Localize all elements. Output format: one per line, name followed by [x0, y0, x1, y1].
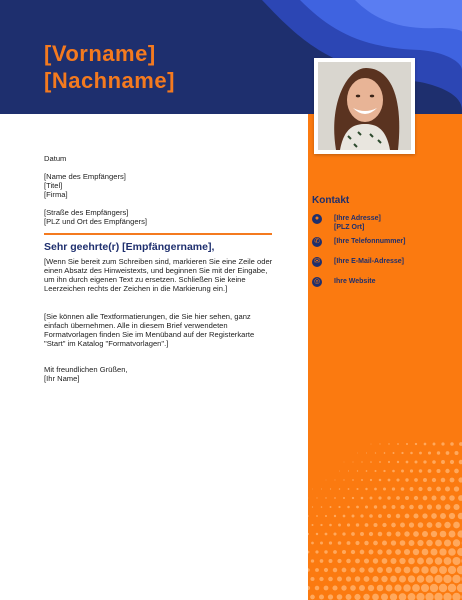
website-text: Ihre Website	[334, 278, 376, 285]
closing: Mit freundlichen Grüßen, [Ihr Name]	[44, 365, 128, 383]
email-text: [Ihre E-Mail-Adresse]	[334, 258, 405, 265]
phone-icon: ✆	[312, 237, 322, 247]
recipient-block: [Name des Empfängers] [Titel] [Firma]	[44, 172, 126, 199]
profile-photo	[314, 58, 415, 154]
divider-line	[44, 233, 272, 235]
applicant-name	[44, 40, 175, 94]
contact-item-phone	[312, 237, 405, 247]
address-text: [Ihre Adresse] [PLZ Ort]	[334, 215, 381, 231]
body-paragraph-2: [Sie können alle Textformatierungen, die Sie hier sehen, ganz einfach übernehmen. Alle in diesem Brief verwendeten Formatvorlagen finden Sie im Menüband auf der Registerkarte "Start" im Katalog "Formatvorlagen".]	[44, 312, 255, 348]
recipient-address: [Straße des Empfängers] [PLZ und Ort des Empfängers]	[44, 208, 147, 226]
contact-item-website	[312, 277, 376, 287]
contact-sidebar	[308, 114, 462, 600]
contact-item-email	[312, 257, 404, 267]
first-name: [Vorname]	[44, 41, 156, 66]
contact-heading: Kontakt	[312, 195, 350, 206]
phone-text: [Ihre Telefonnummer]	[334, 238, 406, 245]
globe-icon: ◎	[313, 278, 321, 285]
last-name: [Nachname]	[44, 68, 175, 93]
salutation: Sehr geehrte(r) [Empfängername],	[44, 241, 215, 253]
contact-item-address	[312, 214, 381, 232]
location-pin-icon: ●	[312, 214, 322, 224]
email-icon: ✉	[312, 257, 322, 267]
dot-pattern-decoration	[308, 114, 462, 600]
letter-date: Datum	[44, 154, 67, 163]
body-paragraph-1: [Wenn Sie bereit zum Schreiben sind, markieren Sie eine Zeile oder einen Absatz des Hinweistexts, und beginnen Sie mit der Eingabe, um ihn durch eigenen Text zu ersetzen. Schließen Sie keine Leerzeichen rechts der Zeichen in die Markierung ein.]	[44, 257, 273, 293]
